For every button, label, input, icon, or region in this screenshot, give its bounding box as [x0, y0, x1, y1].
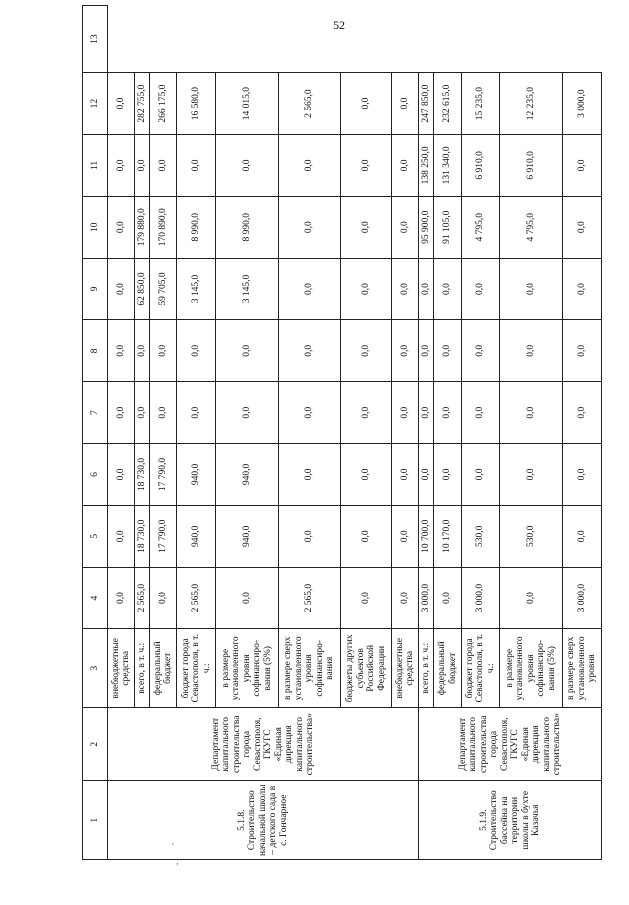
amount-cell: 3 145,0 [216, 258, 279, 320]
amount-cell: 15 235,0 [461, 73, 500, 135]
amount-cell: 0,0 [392, 73, 419, 135]
column-number-1: 1 [83, 781, 108, 860]
amount-cell: 0,0 [108, 196, 135, 258]
amount-cell: 0,0 [341, 258, 392, 320]
amount-cell: 0,0 [434, 567, 461, 629]
amount-cell: 6 910,0 [461, 135, 500, 197]
amount-cell: 6 910,0 [500, 135, 563, 197]
project-executor: Департамент капитального строительства города Севастополя, ГКУГС «Единая дирекция капитального строительства» [419, 708, 602, 781]
funding-source: федеральный бюджет [150, 629, 177, 708]
column-number-4: 4 [83, 567, 108, 629]
amount-cell: 0,0 [278, 505, 341, 567]
amount-cell: 10 170,0 [434, 505, 461, 567]
amount-cell: 18 730,0 [135, 505, 150, 567]
amount-cell: 2 565,0 [278, 73, 341, 135]
amount-cell: 0,0 [563, 196, 602, 258]
amount-cell: 0,0 [461, 444, 500, 506]
amount-cell: 0,0 [392, 567, 419, 629]
amount-cell: 16 580,0 [177, 73, 216, 135]
funding-source: всего, в т. ч.: [419, 629, 434, 708]
amount-cell: 0,0 [108, 567, 135, 629]
amount-cell: 170 890,0 [150, 196, 177, 258]
amount-cell: 0,0 [500, 382, 563, 444]
amount-cell: 17 790,0 [150, 505, 177, 567]
amount-cell: 0,0 [278, 320, 341, 382]
page-number: 52 [333, 18, 345, 32]
funding-source: всего, в т. ч.: [135, 629, 150, 708]
column-number-3: 3 [83, 629, 108, 708]
amount-cell: 0,0 [177, 382, 216, 444]
amount-cell: 3 000,0 [563, 73, 602, 135]
amount-cell: 530,0 [500, 505, 563, 567]
amount-cell: 0,0 [341, 196, 392, 258]
amount-cell: 0,0 [341, 444, 392, 506]
amount-cell: 0,0 [135, 320, 150, 382]
column-number-9: 9 [83, 258, 108, 320]
amount-cell: 3 000,0 [563, 567, 602, 629]
amount-cell: 0,0 [341, 135, 392, 197]
amount-cell: 530,0 [461, 505, 500, 567]
amount-cell: 0,0 [216, 382, 279, 444]
amount-cell: 0,0 [434, 382, 461, 444]
amount-cell: 0,0 [392, 382, 419, 444]
amount-cell: 0,0 [278, 196, 341, 258]
amount-cell: 3 000,0 [419, 567, 434, 629]
amount-cell: 95 900,0 [419, 196, 434, 258]
amount-cell: 0,0 [461, 382, 500, 444]
column-number-7: 7 [83, 382, 108, 444]
funding-source: в размере установленного уровня софинансиро-вания (5%) [216, 629, 279, 708]
amount-cell: 0,0 [108, 382, 135, 444]
amount-cell: 3 000,0 [461, 567, 500, 629]
amount-cell: 940,0 [177, 444, 216, 506]
funding-source: бюджеты других субъектов Российской Федерации [341, 629, 392, 708]
amount-cell: 131 340,0 [434, 135, 461, 197]
amount-cell: 179 880,0 [135, 196, 150, 258]
amount-cell: 0,0 [341, 567, 392, 629]
amount-cell: 0,0 [135, 135, 150, 197]
amount-cell: 0,0 [278, 135, 341, 197]
amount-cell: 8 990,0 [177, 196, 216, 258]
project-number-name: 5.1.9. Строительство бассейна на территории школы в бухте Казачья [419, 781, 602, 860]
amount-cell: 10 700,0 [419, 505, 434, 567]
amount-cell: 0,0 [216, 135, 279, 197]
amount-cell: 0,0 [150, 320, 177, 382]
amount-cell: 0,0 [278, 258, 341, 320]
amount-cell: 17 790,0 [150, 444, 177, 506]
amount-cell: 0,0 [392, 196, 419, 258]
funding-source: федеральный бюджет [434, 629, 461, 708]
amount-cell: 0,0 [419, 320, 434, 382]
amount-cell: 18 730,0 [135, 444, 150, 506]
amount-cell: 2 565,0 [278, 567, 341, 629]
amount-cell: 0,0 [150, 135, 177, 197]
amount-cell: 0,0 [461, 320, 500, 382]
amount-cell: 0,0 [392, 505, 419, 567]
amount-cell: 0,0 [563, 135, 602, 197]
amount-cell: 4 795,0 [500, 196, 563, 258]
funding-source: в размере установленного уровня софинансиро-вания (5%) [500, 629, 563, 708]
amount-cell: 940,0 [216, 505, 279, 567]
amount-cell: 0,0 [500, 444, 563, 506]
amount-cell: 0,0 [341, 73, 392, 135]
amount-cell: 2 565,0 [135, 567, 150, 629]
amount-cell: 62 850,0 [135, 258, 150, 320]
amount-cell: 0,0 [563, 320, 602, 382]
amount-cell: 232 615,0 [434, 73, 461, 135]
funding-source: внебюджетные средства [108, 629, 135, 708]
amount-cell: 0,0 [108, 73, 135, 135]
amount-cell: 247 850,0 [419, 73, 434, 135]
funding-table [82, 5, 602, 860]
amount-cell: 59 705,0 [150, 258, 177, 320]
amount-cell: 3 145,0 [177, 258, 216, 320]
column-number-11: 11 [83, 135, 108, 197]
project-number-name: 5.1.8. Строительство начальной школы – детского сада в с. Гончарное [108, 781, 419, 860]
amount-cell: 0,0 [500, 320, 563, 382]
amount-cell: 0,0 [434, 258, 461, 320]
amount-cell: 91 105,0 [434, 196, 461, 258]
amount-cell: 0,0 [216, 567, 279, 629]
amount-cell: 0,0 [341, 505, 392, 567]
amount-cell: 0,0 [434, 444, 461, 506]
amount-cell: 940,0 [177, 505, 216, 567]
amount-cell: 0,0 [419, 258, 434, 320]
amount-cell: 266 175,0 [150, 73, 177, 135]
amount-cell: 0,0 [278, 382, 341, 444]
column-number-13: 13 [83, 6, 108, 73]
amount-cell: 0,0 [216, 320, 279, 382]
amount-cell: 0,0 [434, 320, 461, 382]
amount-cell: 0,0 [563, 444, 602, 506]
column-number-12: 12 [83, 73, 108, 135]
table-body [83, 6, 602, 860]
amount-cell: 0,0 [108, 258, 135, 320]
column-number-row [83, 6, 108, 860]
project-executor: Департамент капитального строительства города Севастополя, ГКУГС «Единая дирекция капитального строительства» [108, 708, 419, 781]
amount-cell: 0,0 [392, 320, 419, 382]
scan-speck: ; [176, 856, 179, 867]
amount-cell: 0,0 [108, 505, 135, 567]
column-number-10: 10 [83, 196, 108, 258]
amount-cell: 0,0 [500, 567, 563, 629]
amount-cell: 0,0 [392, 444, 419, 506]
amount-cell: 940,0 [216, 444, 279, 506]
amount-cell: 8 990,0 [216, 196, 279, 258]
amount-cell: 0,0 [150, 382, 177, 444]
column-number-5: 5 [83, 505, 108, 567]
table-row [419, 6, 434, 860]
table-row [108, 6, 135, 860]
amount-cell: 0,0 [108, 444, 135, 506]
amount-cell: 0,0 [461, 258, 500, 320]
amount-cell: 282 755,0 [135, 73, 150, 135]
scan-speck: ' [172, 842, 174, 853]
rotated-table-container [82, 5, 602, 860]
amount-cell: 0,0 [563, 258, 602, 320]
amount-cell: 0,0 [419, 382, 434, 444]
amount-cell: 0,0 [150, 567, 177, 629]
funding-source: бюджет города Севастополя, в т. ч.: [177, 629, 216, 708]
column-number-2: 2 [83, 708, 108, 781]
amount-cell: 0,0 [500, 258, 563, 320]
amount-cell: 0,0 [135, 382, 150, 444]
amount-cell: 0,0 [563, 382, 602, 444]
amount-cell: 0,0 [341, 382, 392, 444]
amount-cell: 0,0 [563, 505, 602, 567]
amount-cell: 0,0 [419, 444, 434, 506]
amount-cell: 14 015,0 [216, 73, 279, 135]
amount-cell: 0,0 [177, 135, 216, 197]
amount-cell: 0,0 [278, 444, 341, 506]
amount-cell: 0,0 [177, 320, 216, 382]
amount-cell: 12 235,0 [500, 73, 563, 135]
amount-cell: 0,0 [341, 320, 392, 382]
column-number-6: 6 [83, 444, 108, 506]
amount-cell: 0,0 [392, 258, 419, 320]
funding-source: бюджет города Севастополя, в т. ч.: [461, 629, 500, 708]
funding-source: в размере сверх установленного уровня [563, 629, 602, 708]
amount-cell: 0,0 [392, 135, 419, 197]
column-number-8: 8 [83, 320, 108, 382]
amount-cell: 2 565,0 [177, 567, 216, 629]
amount-cell: 0,0 [108, 320, 135, 382]
amount-cell: 138 250,0 [419, 135, 434, 197]
amount-cell: 4 795,0 [461, 196, 500, 258]
funding-source: в размере сверх установленного уровня софинансиро-вания [278, 629, 341, 708]
amount-cell: 0,0 [108, 135, 135, 197]
funding-source: внебюджетные средства [392, 629, 419, 708]
